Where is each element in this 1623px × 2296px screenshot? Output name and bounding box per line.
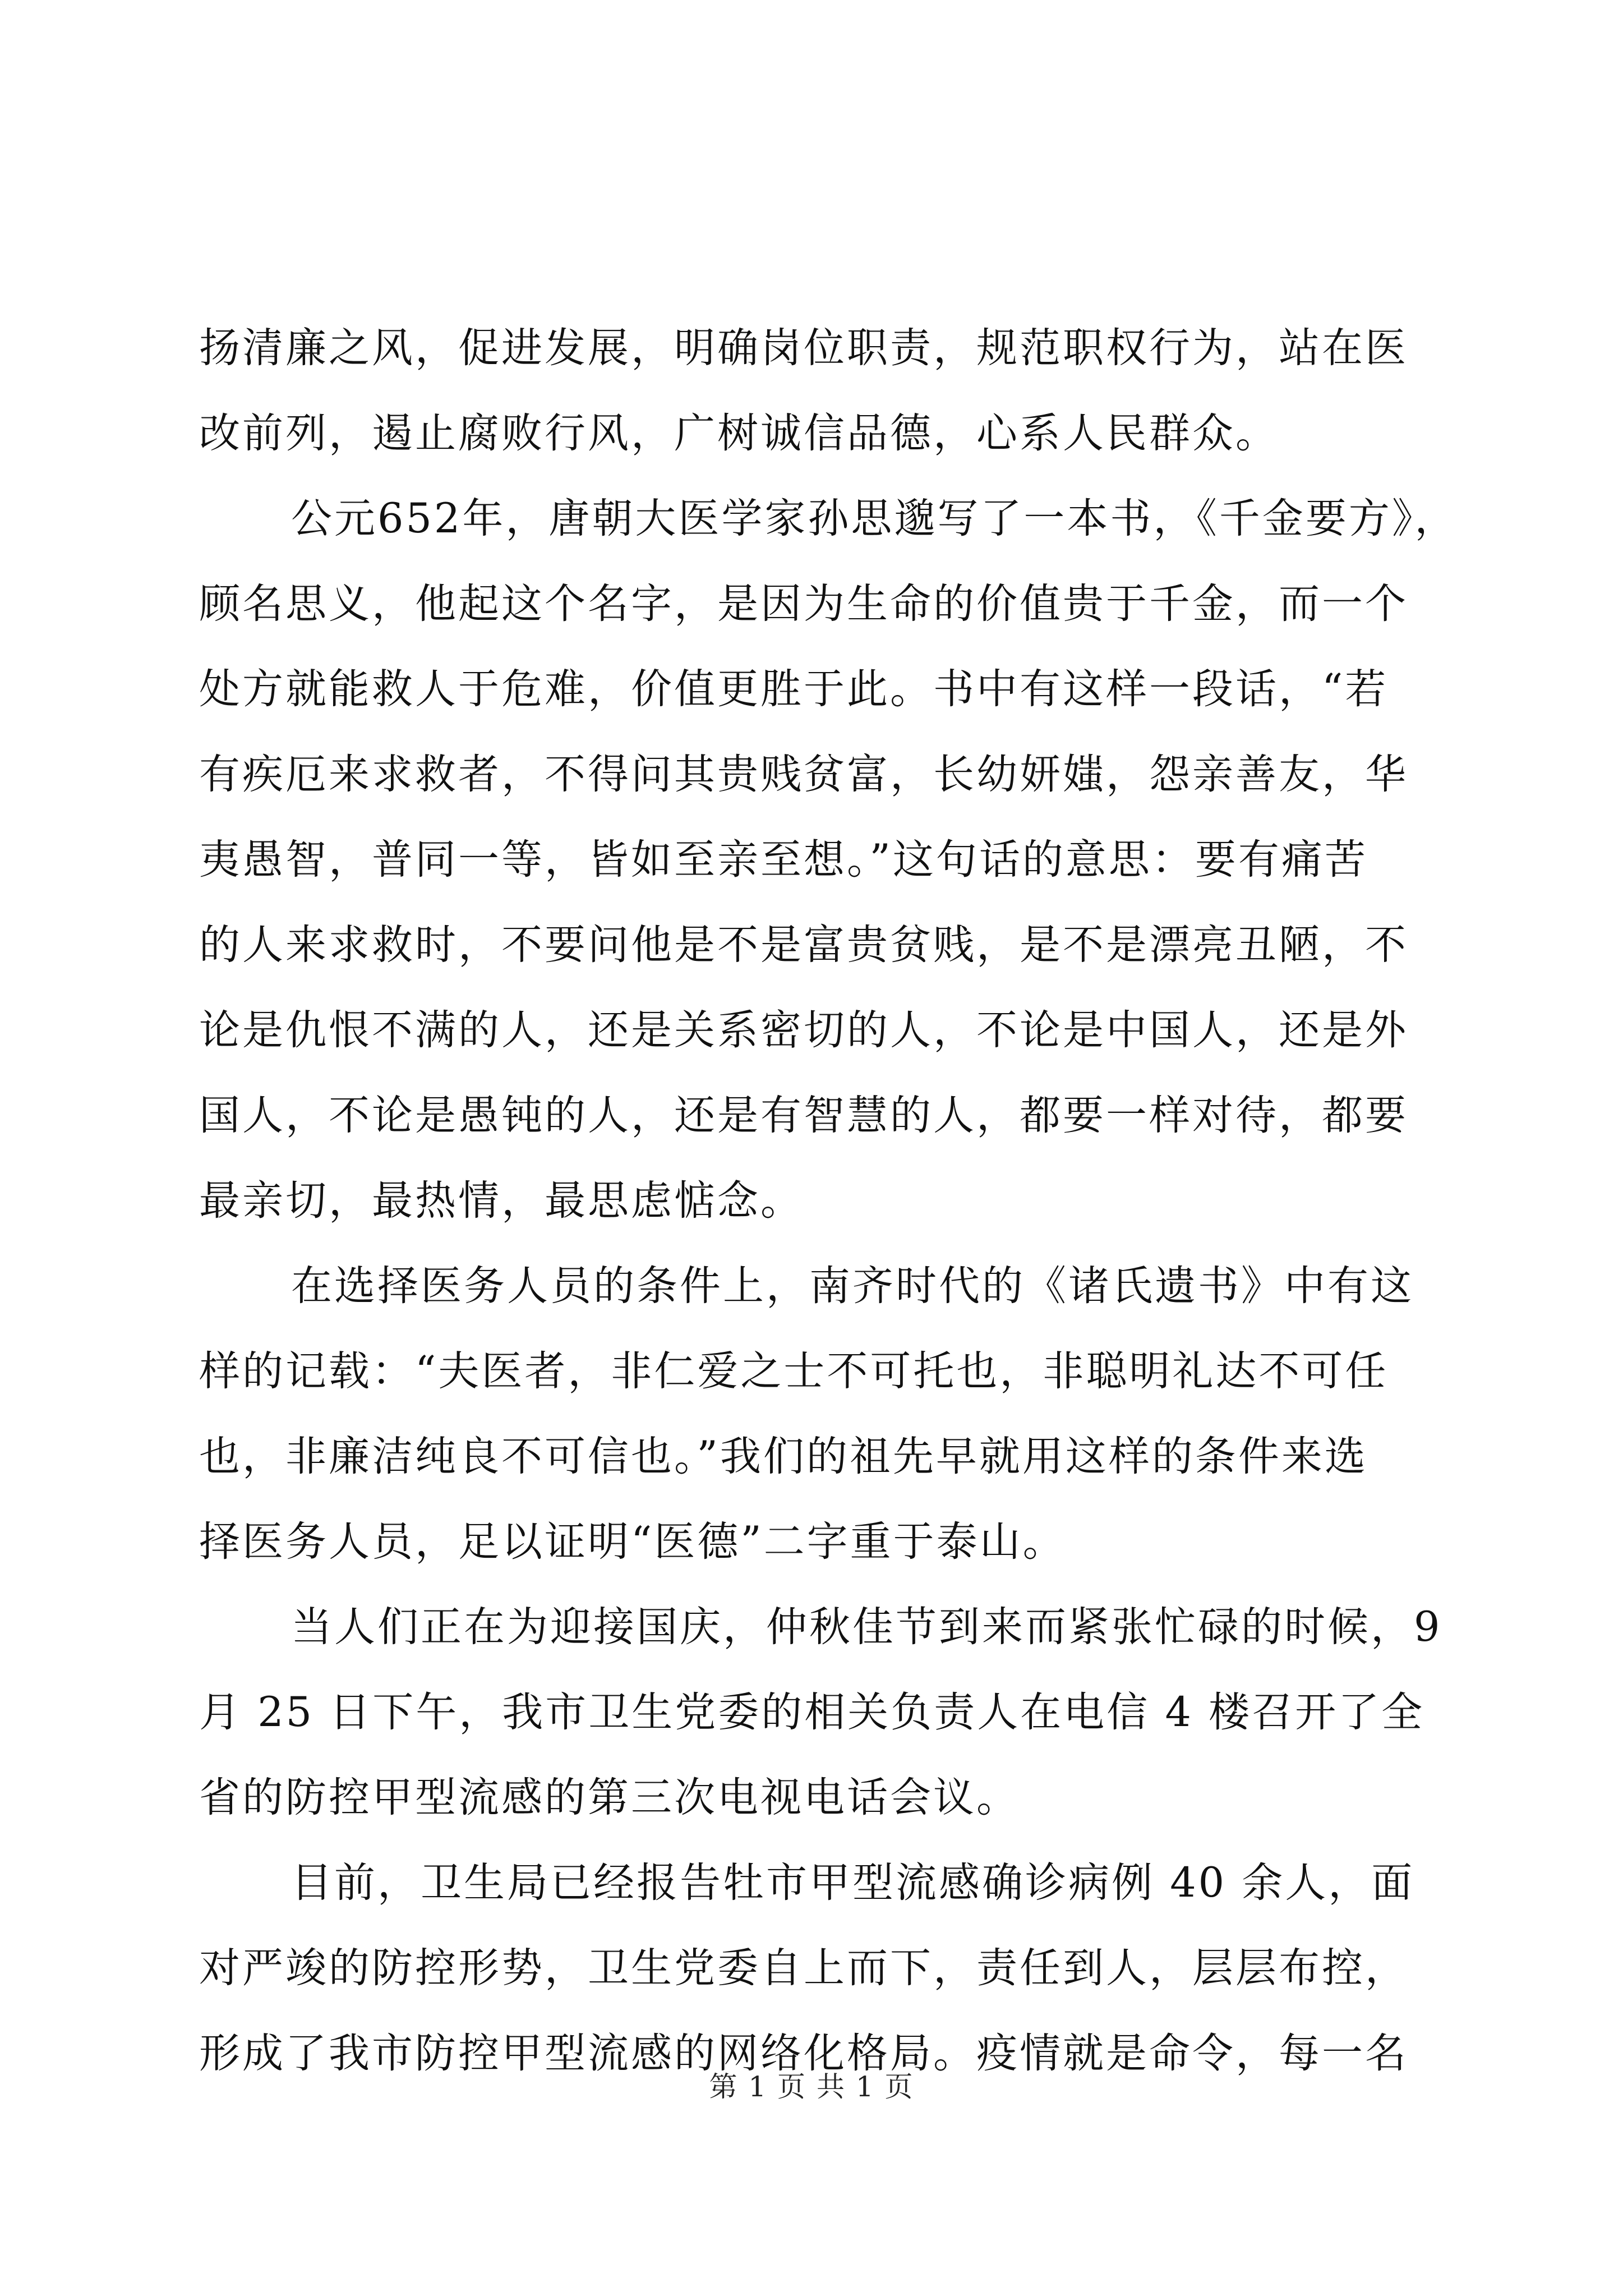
text-line: 有疾厄来求救者，不得问其贵贱贫富，长幼妍媸，怨亲善友，华 [199, 751, 1408, 798]
document-body [199, 306, 1461, 2096]
text-line: 国人，不论是愚钝的人，还是有智慧的人，都要一样对待，都要 [199, 1092, 1408, 1139]
text-line: 夷愚智，普同一等，皆如至亲至想。”这句话的意思：要有痛苦 [199, 836, 1368, 884]
paragraph-start-line: 当人们正在为迎接国庆，仲秋佳节到来而紧张忙碌的时候，9 [291, 1603, 1442, 1651]
text-line: 月 25 日下午，我市卫生党委的相关负责人在电信 4 楼召开了全 [199, 1688, 1425, 1736]
text-line: 扬清廉之风，促进发展，明确岗位职责，规范职权行为，站在医 [199, 324, 1408, 372]
text-line: 论是仇恨不满的人，还是关系密切的人，不论是中国人，还是外 [199, 1006, 1408, 1054]
paragraph-start-line: 公元652年，唐朝大医学家孙思邈写了一本书，《千金要方》， [291, 495, 1458, 542]
text-line: 择医务人员，足以证明“医德”二字重于泰山。 [199, 1518, 1066, 1566]
text-line: 处方就能救人于危难，价值更胜于此。书中有这样一段话，“若 [199, 665, 1389, 713]
text-line: 的人来求救时，不要问他是不是富贵贫贱，是不是漂亮丑陋，不 [199, 921, 1408, 969]
page-footer: 第 1 页 共 1 页 [709, 2070, 914, 2103]
text-line: 形成了我市防控甲型流感的网络化格局。疫情就是命令，每一名 [199, 2030, 1408, 2077]
paragraph-start-line: 目前，卫生局已经报告牡市甲型流感确诊病例 40 余人，面 [291, 1859, 1415, 1907]
text-line: 顾名思义，他起这个名字，是因为生命的价值贵于千金，而一个 [199, 580, 1408, 628]
text-line: 改前列，遏止腐败行风，广树诚信品德，心系人民群众。 [199, 409, 1279, 457]
text-line: 也，非廉洁纯良不可信也。”我们的祖先早就用这样的条件来选 [199, 1433, 1368, 1480]
text-line: 省的防控甲型流感的第三次电视电话会议。 [199, 1774, 1020, 1821]
text-line: 最亲切，最热情，最思虑惦念。 [199, 1177, 804, 1225]
paragraph-start-line: 在选择医务人员的条件上，南齐时代的《诸氏遗书》中有这 [291, 1262, 1414, 1310]
text-line: 样的记载：“夫医者，非仁爱之士不可托也，非聪明礼达不可任 [199, 1347, 1389, 1395]
text-line: 对严竣的防控形势，卫生党委自上而下，责任到人，层层布控， [199, 1944, 1408, 1992]
